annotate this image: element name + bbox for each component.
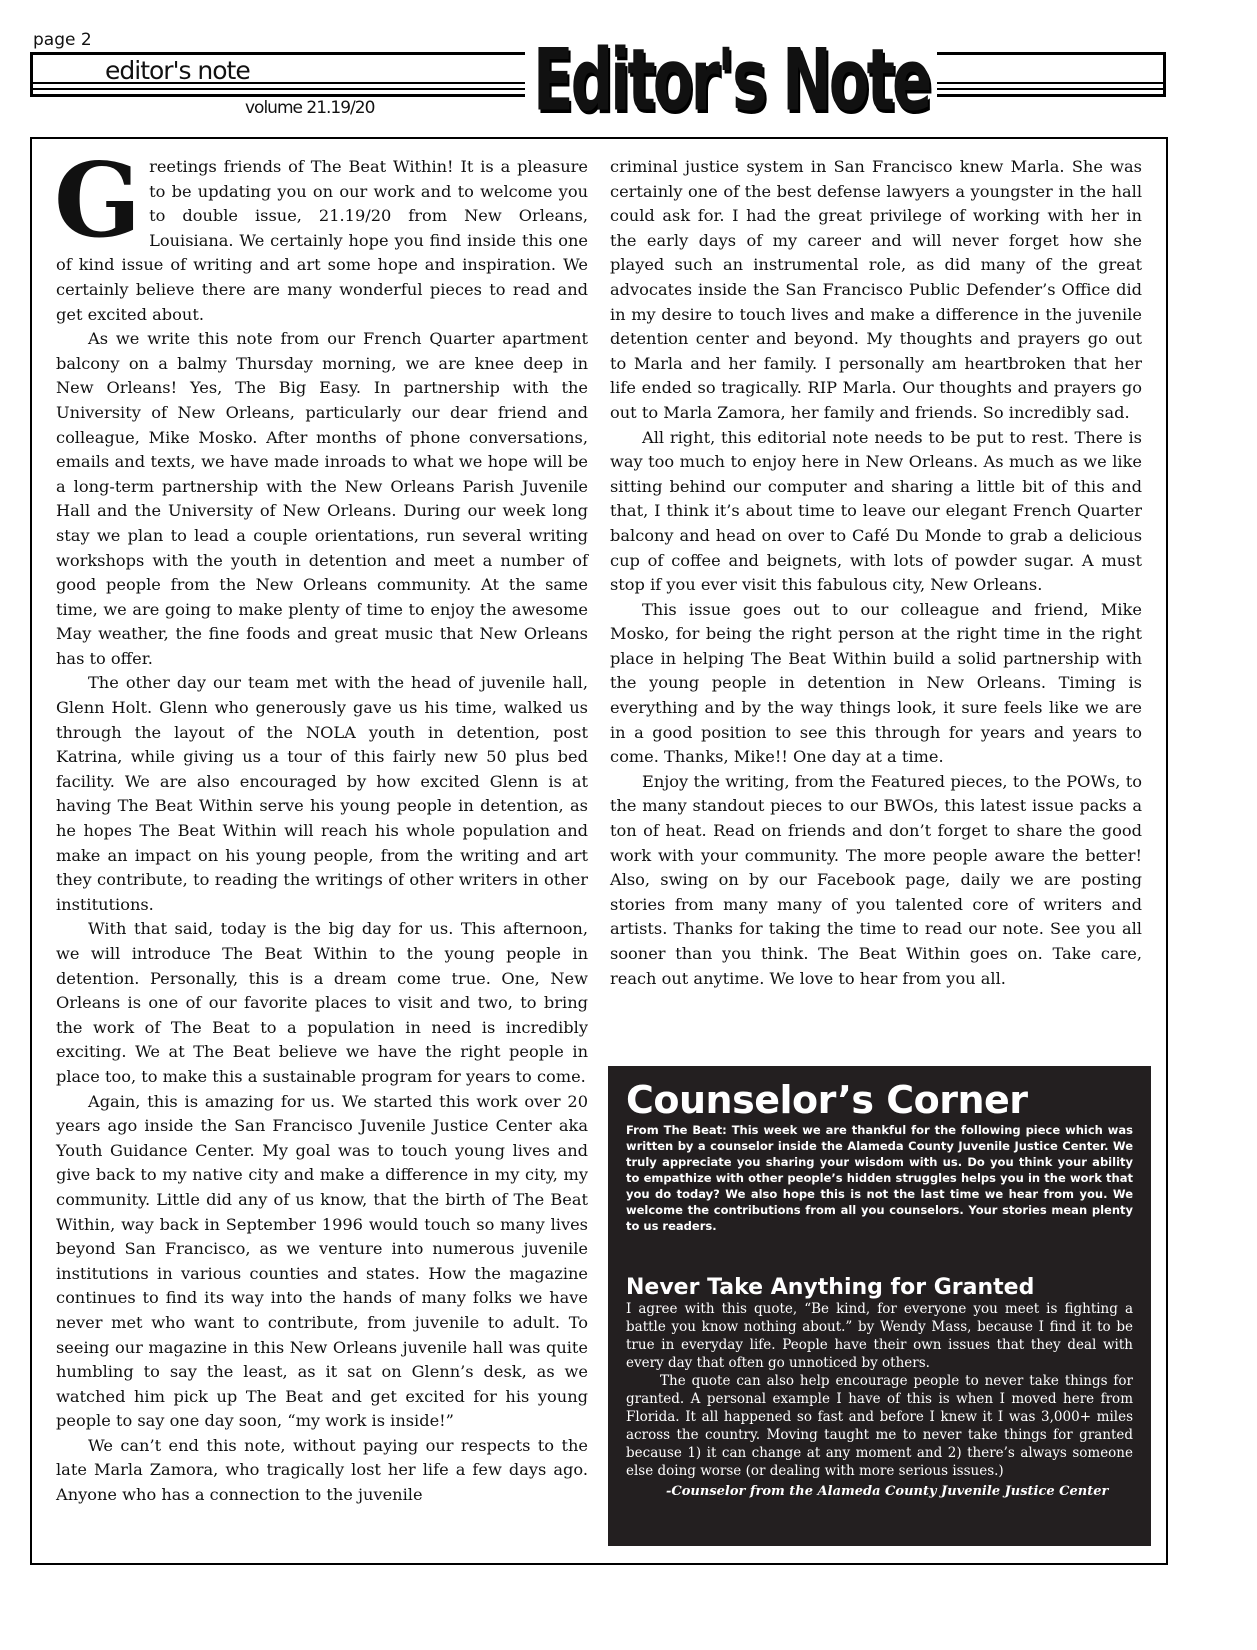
section-label: editor's note <box>105 56 250 85</box>
paragraph: With that said, today is the big day for us. This afternoon, we will introduce The Beat Within to the young people in detention. Personally, this is a dream come true. One, New Orleans is one of our favorite places to visit and two, to bring the work of The Beat to a population in need is incredibly exciting. We at The Beat believe we have the right people in place too, to make this a sustainable program for years to come. <box>56 919 588 1086</box>
paragraph: Again, this is amazing for us. We started this work over 20 years ago inside the San Francisco Juvenile Justice Center aka Youth Guidance Center. My goal was to touch young lives and give back to my native city and make a difference in my city, my community. Little did any of us know, that the birth of The Beat Within, way back in September 1996 would touch so many lives beyond San Francisco, as we venture into numerous juvenile institutions in various counties and states. How the magazine continues to find its way into the hands of many folks we have never met who want to contribute, from juvenile to adult. To seeing our magazine in this New Orleans juvenile hall was quite humbling to say the least, as it sat on Glenn’s desk, as we watched him pick up The Beat and get excited for his young people to say one day soon, “my work is inside!” <box>56 1091 588 1431</box>
left-column <box>54 141 588 1508</box>
story-title: Never Take Anything for Granted <box>626 1275 1035 1300</box>
paragraph: We can’t end this note, without paying our respects to the late Marla Zamora, who tragically lost her life a few days ago. Anyone who has a connection to the juvenile <box>56 1435 588 1505</box>
paragraph: criminal justice system in San Francisco knew Marla. She was certainly one of the best defense lawyers a youngster in the hall could ask for. I had the great privilege of working with her in the early days of my career and will never forget how she played such an instrumental role, as did many of the great advocates inside the San Francisco Public Defender’s Office did in my desire to touch lives and make a difference in the juvenile detention center and beyond. My thoughts and prayers go out to Marla and her family. I personally am heartbroken that her life ended so tragically. RIP Marla. Our thoughts and prayers go out to Marla Zamora, her family and friends. So incredibly sad. <box>610 157 1142 422</box>
paragraph: As we write this note from our French Quarter apartment balcony on a balmy Thursday morning, we are knee deep in New Orleans! Yes, The Big Easy. In partnership with the University of New Orleans, particularly our dear friend and colleague, Mike Mosko. After months of phone conversations, emails and texts, we have made inroads to what we hope will be a long-term partnership with the New Orleans Parish Juvenile Hall and the University of New Orleans. During our week long stay we plan to lead a couple orientations, run several writing workshops with the youth in detention and meet a number of good people from the New Orleans community. At the same time, we are going to make plenty of time to enjoy the awesome May weather, the fine foods and great music that New Orleans has to offer. <box>56 329 588 668</box>
paragraph: The other day our team met with the head of juvenile hall, Glenn Holt. Glenn who generously gave us his time, walked us through the layout of the NOLA youth in detention, post Katrina, while giving us a tour of this fairly new 50 plus bed facility. We are also encouraged by how excited Glenn is at having The Beat Within serve his young people in detention, as he hopes The Beat Within will reach his whole population and make an impact on his young people, from the writing and art they contribute, to reading the writings of other writers in other institutions. <box>56 673 588 914</box>
volume-label: volume 21.19/20 <box>245 98 375 118</box>
paragraph: All right, this editorial note needs to be put to rest. There is way too much to enjoy here in New Orleans. As much as we like sitting behind our computer and sharing a little bit of this and that, I think it’s about time to leave our elegant French Quarter balcony and head on over to Café Du Monde to grab a delicious cup of coffee and beignets, with lots of powder sugar. A must stop if you ever visit this fabulous city, New Orleans. <box>610 427 1142 595</box>
story-signature: -Counselor from the Alameda County Juvenile Justice Center <box>666 1484 1109 1499</box>
counselors-corner-title: Counselor’s Corner <box>626 1078 1028 1122</box>
paragraph: Greetings friends of The Beat Within! It is a pleasure to be updating you on our work and to welcome you to double issue, 21.19/20 from New Orleans, Louisiana. We certainly hope you find inside this one of kind issue of writing and art some hope and inspiration. We certainly believe there are many wonderful pieces to read and get excited about. <box>54 141 588 324</box>
paragraph: The quote can also help encourage people to never take things for granted. A personal example I have of this is when I moved here from Florida. It all happened so fast and before I knew it I was 3,000+ miles across the country. Moving taught me to never take things for granted because 1) it can change at any moment and 2) there’s always someone else doing worse (or dealing with more serious issues.) <box>626 1373 1133 1479</box>
paragraph: Enjoy the writing, from the Featured pieces, to the POWs, to the many standout pieces to our BWOs, this latest issue packs a ton of heat. Read on friends and don’t forget to share the good work with your community. The more people aware the better! Also, swing on by our Facebook page, daily we are posting stories from many many of you talented core of writers and artists. Thanks for taking the time to read our note. See you all sooner than you think. The Beat Within goes on. Take care, reach out anytime. We love to hear from you all. <box>610 771 1142 988</box>
paragraph: This issue goes out to our colleague and friend, Mike Mosko, for being the right person at the right time in the right place in helping The Beat Within build a solid partnership with the young people in detention in New Orleans. Timing is everything and by the way things look, it sure feels like we are in a good position to see this through for years and years to come. Thanks, Mike!! One day at a time. <box>610 599 1142 767</box>
drop-cap: G <box>54 141 142 261</box>
counselors-corner-intro: From The Beat: This week we are thankful for the following piece which was written by a counselor inside the Alameda County Juvenile Justice Center. We truly appreciate you sharing your wisdom with us. Do you think your ability to empathize with other people’s hidden struggles helps you in the work that you do today? We also hope this is not the last time we hear from you. We welcome the contributions from all you counselors. Your stories mean plenty to us readers. <box>626 1123 1133 1233</box>
masthead-logo: Editor's Note <box>525 30 937 130</box>
right-column <box>610 155 1142 991</box>
page-number: page 2 <box>33 30 92 50</box>
counselors-corner-box <box>608 1066 1151 1546</box>
paragraph: I agree with this quote, “Be kind, for everyone you meet is fighting a battle you know nothing about.” by Wendy Mass, because I find it to be true in everyday life. People have their own issues that they deal with every day that often go unnoticed by others. <box>626 1301 1133 1371</box>
story-body <box>626 1300 1133 1480</box>
